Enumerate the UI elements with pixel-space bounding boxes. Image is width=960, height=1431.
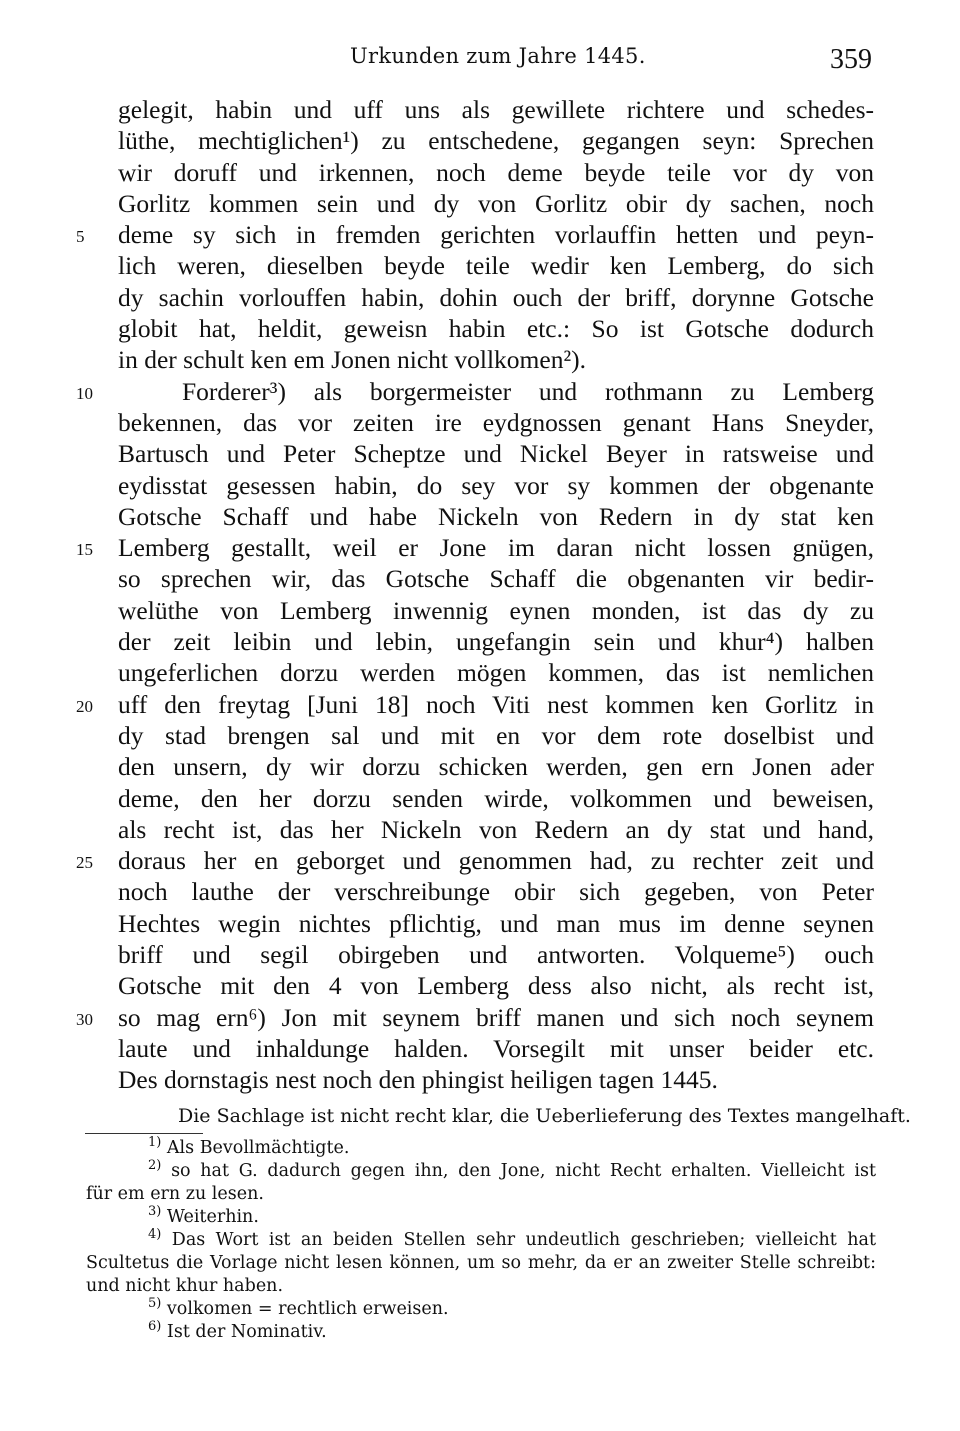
footnote-text: so hat G. dadurch gegen ihn, den Jone, nicht Recht erhalten. Vielleicht ist <box>171 1161 876 1181</box>
text-line <box>118 250 874 281</box>
text-line <box>76 376 874 407</box>
line-text: Des dornstagis nest noch den phingist heiligen tagen 1445. <box>118 1065 718 1095</box>
text-line <box>118 939 874 970</box>
line-text: den unsern, dy wir dorzu schicken werden, gen ern Jonen ader <box>118 752 874 782</box>
line-text: dy sachin vorlouffen habin, dohin ouch der briff, dorynne Gotsche <box>118 282 874 312</box>
text-line <box>118 626 874 657</box>
line-text: in der schult ken em Jonen nicht vollkomen²). <box>118 345 586 375</box>
text-line <box>118 720 874 751</box>
running-head: Urkunden zum Jahre 1445. <box>350 44 646 68</box>
line-text: globit hat, heldit, geweisn habin etc.: So ist Gotsche dodurch <box>118 314 874 344</box>
line-number: 10 <box>76 383 93 403</box>
text-line <box>118 438 874 469</box>
text-line <box>118 501 874 532</box>
text-line <box>118 908 874 939</box>
line-text: lüthe, mechtiglichen¹) zu entschedene, gegangen seyn: Sprechen <box>118 126 874 156</box>
footnote-text: Weiterhin. <box>166 1207 259 1227</box>
text-line <box>118 157 874 188</box>
footnote <box>86 1137 876 1160</box>
line-text: Gotsche mit den 4 von Lemberg dess also nicht, als recht ist, <box>118 971 874 1001</box>
body-text <box>76 94 874 1096</box>
line-number: 25 <box>76 853 93 873</box>
text-line <box>118 970 874 1001</box>
text-line <box>118 751 874 782</box>
footnote-mark: 3) <box>148 1204 162 1220</box>
footnote-mark: 1) <box>148 1135 162 1151</box>
text-line <box>118 188 874 219</box>
text-line <box>118 407 874 438</box>
line-number: 15 <box>76 540 93 560</box>
line-text: eydisstat gesessen habin, do sey vor sy kommen der obgenante <box>118 470 874 500</box>
footnote <box>86 1321 876 1344</box>
line-text: lich weren, dieselben beyde teile wedir ken Lemberg, do sich <box>118 251 874 281</box>
line-number: 30 <box>76 1009 93 1029</box>
line-text: Gorlitz kommen sein und dy von Gorlitz obir dy sachen, noch <box>118 188 874 218</box>
line-text: Hechtes wegin nichtes pflichtig, und man mus im denne seynen <box>118 908 874 938</box>
line-text: briff und segil obirgeben und antworten. Volqueme⁵) ouch <box>118 940 874 970</box>
line-text: so mag ern⁶) Jon mit seynem briff manen und sich noch seynem <box>118 1002 874 1032</box>
line-text: ungeferlichen dorzu werden mögen kommen, das ist nemlichen <box>118 658 874 688</box>
page-header <box>0 44 960 84</box>
line-number: 5 <box>76 227 85 247</box>
footnote-text: volkomen = rechtlich erweisen. <box>166 1299 449 1319</box>
text-line <box>118 563 874 594</box>
text-line <box>118 1033 874 1064</box>
text-line <box>76 1002 874 1033</box>
text-line <box>118 94 874 125</box>
text-line <box>118 657 874 688</box>
footnote-mark: 2) <box>148 1158 162 1174</box>
line-text: deme sy sich in fremden gerichten vorlauffin hetten und peyn- <box>118 220 874 250</box>
footnote-mark: 5) <box>148 1296 162 1312</box>
text-line <box>76 845 874 876</box>
line-number: 20 <box>76 696 93 716</box>
line-text: dy stad brengen sal und mit en vor dem rote doselbist und <box>118 720 874 750</box>
footnote-text: Als Bevollmächtigte. <box>166 1138 350 1158</box>
line-text: uff den freytag [Juni 18] noch Viti nest kommen ken Gorlitz in <box>118 689 874 719</box>
footnote <box>86 1298 876 1321</box>
footnote-text: Ist der Nominativ. <box>166 1322 327 1342</box>
line-text: als recht ist, das her Nickeln von Redern an dy stat und hand, <box>118 814 874 844</box>
text-line <box>76 219 874 250</box>
footnotes <box>86 1137 876 1344</box>
footnote-continuation: und nicht khur haben. <box>86 1276 284 1296</box>
line-text: Lemberg gestallt, weil er Jone im daran nicht lossen gnügen, <box>118 533 874 563</box>
text-line <box>118 595 874 626</box>
line-text: laute und inhaldunge halden. Vorsegilt mit unser beider etc. <box>118 1033 874 1063</box>
page-number: 359 <box>830 44 872 75</box>
text-line <box>76 532 874 563</box>
line-text: so sprechen wir, das Gotsche Schaff die obgenanten vir bedir- <box>118 564 874 594</box>
footnote-mark: 4) <box>148 1227 162 1243</box>
line-text: welüthe von Lemberg inwennig eynen monden, ist das dy zu <box>118 595 874 625</box>
footnote <box>86 1160 876 1183</box>
text-line <box>118 783 874 814</box>
editor-note: Die Sachlage ist nicht recht klar, die Ueberlieferung des Textes mangelhaft. <box>178 1105 911 1127</box>
footnote-mark: 6) <box>148 1319 162 1335</box>
footnote-text: Das Wort ist an beiden Stellen sehr undeutlich geschrieben; vielleicht hat <box>171 1230 876 1250</box>
line-text: noch lauthe der verschreibunge obir sich gegeben, von Peter <box>118 877 874 907</box>
text-line <box>118 282 874 313</box>
footnote-divider <box>85 1133 203 1134</box>
text-line <box>118 470 874 501</box>
line-text: der zeit leibin und lebin, ungefangin sein und khur⁴) halben <box>118 627 874 657</box>
footnote <box>86 1229 876 1252</box>
line-text: gelegit, habin und uff uns als gewillete richtere und schedes- <box>118 95 874 124</box>
text-line <box>118 876 874 907</box>
footnote <box>86 1206 876 1229</box>
line-text: wir doruff und irkennen, noch deme beyde teile vor dy von <box>118 157 874 187</box>
text-line <box>76 689 874 720</box>
text-line <box>118 1064 874 1095</box>
line-text: Forderer³) als borgermeister und rothmann zu Lemberg <box>182 376 874 406</box>
footnote-continuation: für em ern zu lesen. <box>86 1184 264 1204</box>
text-line <box>118 814 874 845</box>
line-text: Gotsche Schaff und habe Nickeln von Redern in dy stat ken <box>118 501 874 531</box>
line-text: doraus her en geborget und genommen had, zu rechter zeit und <box>118 846 874 876</box>
line-text: Bartusch und Peter Scheptze und Nickel Beyer in ratsweise und <box>118 439 874 469</box>
text-line <box>118 313 874 344</box>
footnote-continuation: Scultetus die Vorlage nicht lesen können, um so mehr, da er an zweiter Stelle schreibt: <box>86 1253 876 1273</box>
line-text: deme, den her dorzu senden wirde, volkommen und beweisen, <box>118 783 874 813</box>
text-line <box>118 344 874 375</box>
text-line <box>118 125 874 156</box>
line-text: bekennen, das vor zeiten ire eydgnossen genant Hans Sneyder, <box>118 407 874 437</box>
